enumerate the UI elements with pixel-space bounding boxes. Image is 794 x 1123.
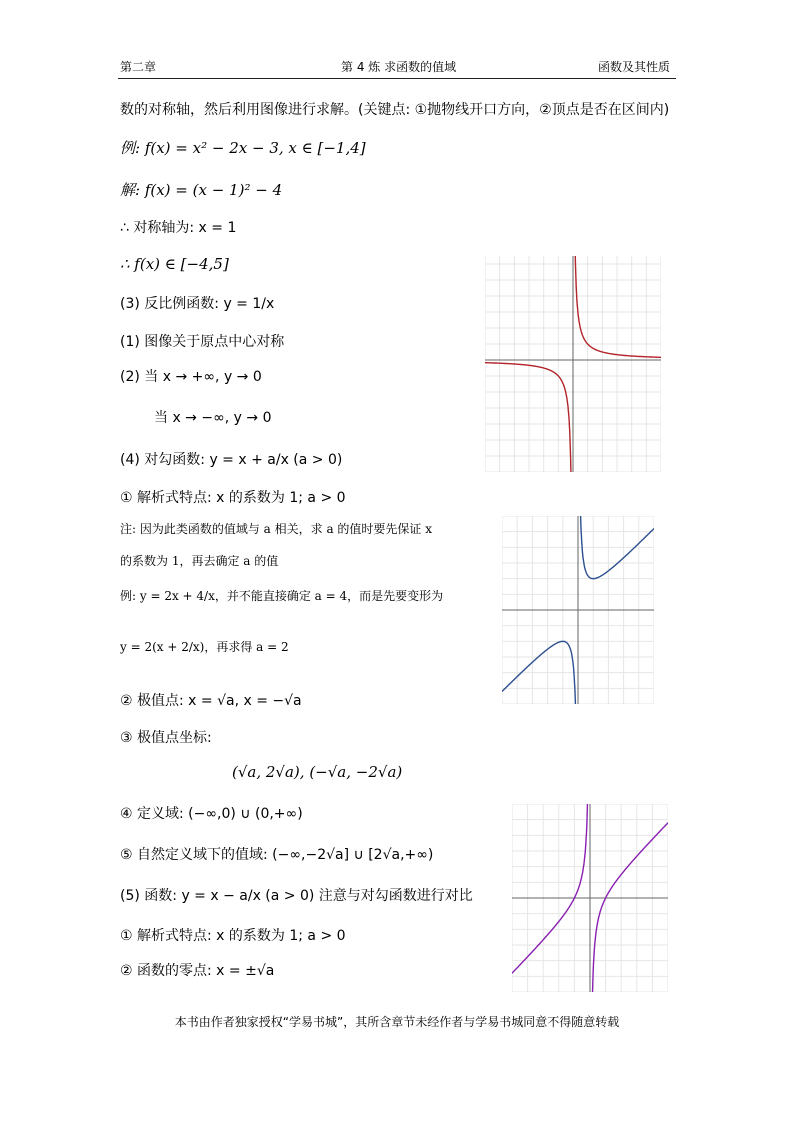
reciprocal-function-title: (3) 反比例函数: y = 1/x	[120, 296, 275, 312]
header-divider	[118, 78, 676, 79]
domain: ④ 定义域: (−∞,0) ∪ (0,+∞)	[120, 806, 303, 822]
extreme-point-coordinates-label: ③ 极值点坐标:	[120, 730, 212, 746]
check-example-transform: y = 2(x + 2/x)，再求得 a = 2	[120, 640, 289, 654]
header-chapter: 第二章	[120, 60, 157, 74]
solution-vertex-form: 解: f(x) = (x − 1)² − 4	[120, 181, 283, 199]
header-section: 函数及其性质	[598, 60, 671, 74]
natural-range: ⑤ 自然定义域下的值域: (−∞,−2√a] ∪ [2√a,+∞)	[120, 847, 434, 863]
example-function: 例: f(x) = x² − 2x − 3, x ∈ [−1,4]	[120, 139, 366, 157]
curve-branch-1	[512, 804, 588, 973]
function-5-title: (5) 函数: y = x − a/x (a > 0) 注意与对勾函数进行对比	[120, 888, 473, 904]
function-5-feature: ① 解析式特点: x 的系数为 1; a > 0	[120, 928, 346, 944]
extreme-point-coordinates: (√a, 2√a), (−√a, −2√a)	[232, 763, 403, 781]
function-5-zeros: ② 函数的零点: x = ±√a	[120, 963, 275, 979]
axis-of-symmetry: ∴ 对称轴为: x = 1	[120, 220, 237, 236]
reciprocal-property-1: (1) 图像关于原点中心对称	[120, 334, 285, 350]
check-note-2: 的系数为 1，再去确定 a 的值	[120, 554, 279, 568]
reciprocal-property-3: 当 x → −∞, y → 0	[154, 410, 272, 426]
check-note-1: 注: 因为此类函数的值域与 a 相关，求 a 的值时要先保证 x	[120, 522, 433, 536]
footer-copyright: 本书由作者独家授权“学易书城”，其所含章节未经作者与学易书城同意不得随意转载	[174, 1015, 620, 1029]
header-title: 第 4 炼 求函数的值域	[341, 60, 457, 74]
check-function-title: (4) 对勾函数: y = x + a/x (a > 0)	[120, 452, 343, 468]
extreme-points: ② 极值点: x = √a, x = −√a	[120, 693, 302, 709]
x-minus-a-over-x-graph	[512, 804, 668, 992]
reciprocal-graph	[485, 256, 661, 472]
text-line-1: 数的对称轴，然后利用图像进行求解。(关键点: ①抛物线开口方向，②顶点是否在区间内)	[120, 102, 670, 118]
check-mark-graph	[502, 516, 654, 704]
curve-branch-2	[592, 823, 668, 992]
check-example: 例: y = 2x + 4/x，并不能直接确定 a = 4，而是先要变形为	[120, 589, 444, 603]
check-feature-1: ① 解析式特点: x 的系数为 1; a > 0	[120, 490, 346, 506]
range-result: ∴ f(x) ∈ [−4,5]	[120, 255, 229, 273]
reciprocal-property-2: (2) 当 x → +∞, y → 0	[120, 369, 262, 385]
